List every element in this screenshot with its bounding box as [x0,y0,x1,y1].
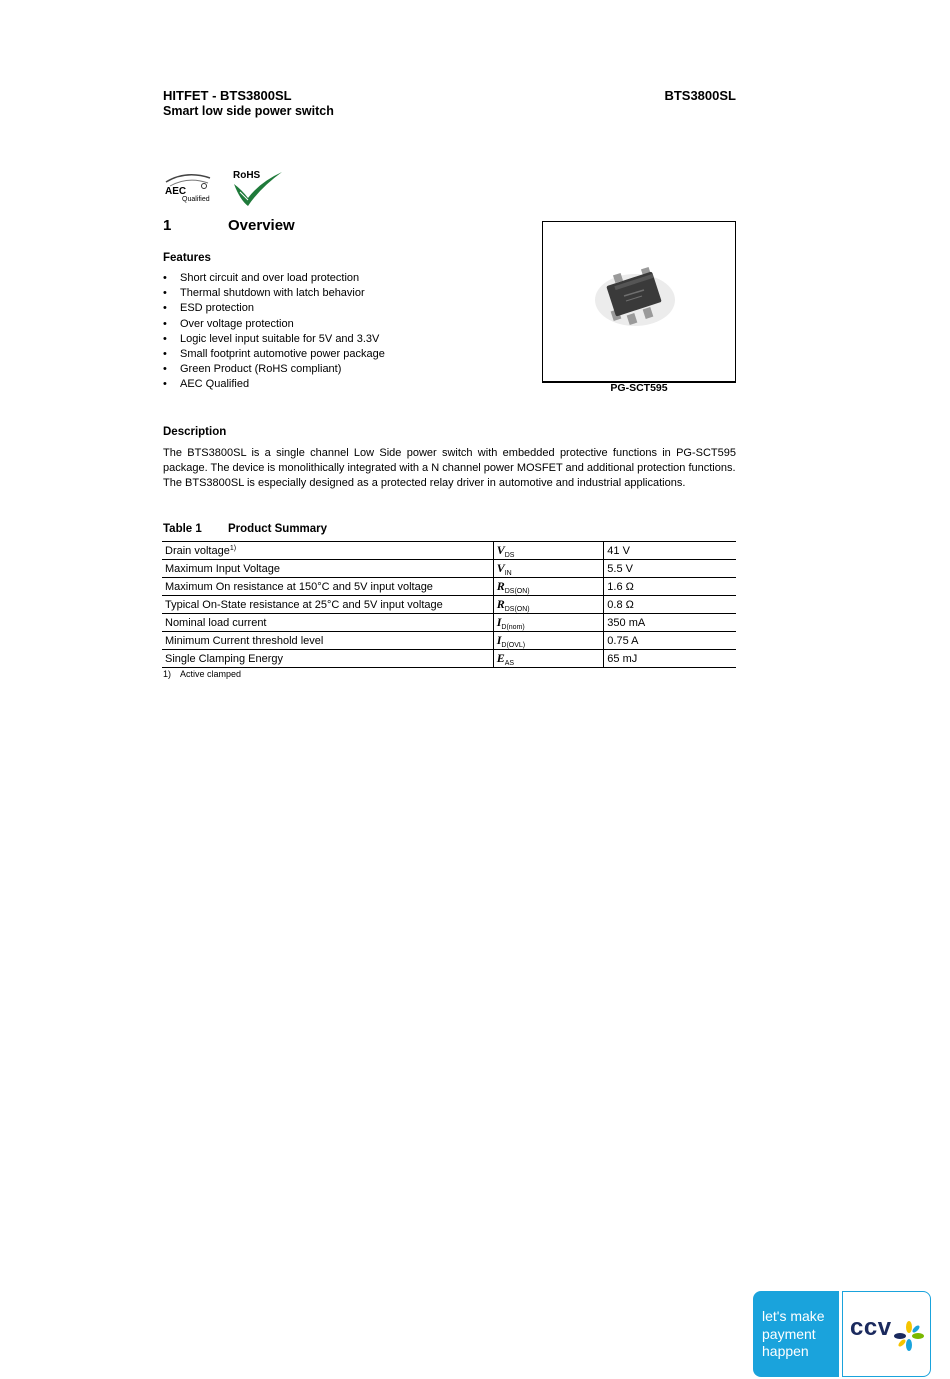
feature-text: AEC Qualified [180,378,250,391]
footnote-text: Active clamped [180,669,242,679]
description-body [163,446,736,492]
table-title: Product Summary [228,523,328,535]
value-cell: 5.5 V [604,560,736,578]
bullet: • [163,332,167,345]
param-cell: Minimum Current threshold level [162,632,493,650]
product-summary-table [162,541,736,668]
param-cell: Nominal load current [162,614,493,632]
param-cell: Maximum On resistance at 150°C and 5V input voltage [162,578,493,596]
list-item [163,286,385,301]
section-number: 1 [163,217,172,234]
bullet: • [163,317,167,330]
table-row [162,614,736,632]
footnote-mark: 1) [163,669,172,679]
ccv-logo-text: ccv [850,1314,892,1341]
table-number: Table 1 [163,523,202,535]
description-paragraph: The BTS3800SL is especially designed as a protected relay driver in automotive and industrial applications. [163,477,686,490]
list-item [163,271,385,286]
description-heading: Description [163,426,227,438]
value-cell: 350 mA [604,614,736,632]
part-number: BTS3800SL [664,88,736,103]
feature-text: Over voltage protection [180,317,294,330]
section-title: Overview [228,217,295,234]
list-item [163,317,385,332]
table-row [162,632,736,650]
package-label: PG-SCT595 [610,382,668,394]
table-caption [163,523,327,535]
table-row [162,560,736,578]
aec-label: AEC [165,186,187,197]
feature-text: Thermal shutdown with latch behavior [180,287,365,300]
document-subtitle: Smart low side power switch [163,104,334,118]
value-cell: 0.75 A [604,632,736,650]
param-cell: Single Clamping Energy [162,650,493,668]
footnote-ref: 1) [229,544,237,552]
bullet: • [163,272,167,284]
bullet: • [163,363,167,376]
ccv-tagline[interactable]: let's make payment happen [762,1308,825,1359]
symbol-cell: $E_{AS}$ [493,650,604,668]
feature-text: Short circuit and over load protection [180,272,360,284]
symbol-cell: $I_{D(OVL)}$ [493,632,604,650]
table-row [162,542,736,560]
rohs-label: RoHS [233,170,261,181]
feature-text: Green Product (RoHS compliant) [180,363,342,376]
param-cell: Typical On-State resistance at 25°C and 5V input voltage [162,596,493,614]
symbol-cell: $V_{IN}$ [493,560,604,578]
bullet: • [163,287,167,300]
table-row [162,578,736,596]
value-cell: 1.6 Ω [604,578,736,596]
param-cell: Maximum Input Voltage [162,560,493,578]
symbol-cell: $I_{D(nom)}$ [493,614,604,632]
description-paragraph: The BTS3800SL is a single channel Low Side power switch with embedded protective functions in PG-SCT595 package. The device is monolithically integrated with a N channel power MOSFET and additional protection functions. [163,447,736,475]
feature-text: Logic level input suitable for 5V and 3.3V [180,332,380,345]
bullet: • [163,347,167,360]
bullet: • [163,378,167,391]
list-item [163,332,385,347]
ccv-flower-icon [893,1320,925,1352]
list-item [163,377,385,392]
symbol-cell: $R_{DS(ON)}$ [493,578,604,596]
feature-text: ESD protection [180,302,254,315]
features-list [163,271,385,393]
aec-qualified-label: Qualified [182,196,210,203]
table-row [162,596,736,614]
param-cell: Drain voltage$^{1)}$ [162,542,493,560]
value-cell: 0.8 Ω [604,596,736,614]
table-row [162,650,736,668]
document-title: HITFET - BTS3800SL [163,88,292,103]
value-cell: 41 V [604,542,736,560]
table-footnote [163,669,241,679]
chip-package-image [590,262,680,332]
symbol-cell: $R_{DS(ON)}$ [493,596,604,614]
value-cell: 65 mJ [604,650,736,668]
list-item [163,301,385,316]
features-heading: Features [163,252,211,264]
list-item [163,347,385,362]
feature-text: Small footprint automotive power package [180,347,385,360]
symbol-cell: $V_{DS}$ [493,542,604,560]
list-item [163,362,385,377]
bullet: • [163,302,167,315]
